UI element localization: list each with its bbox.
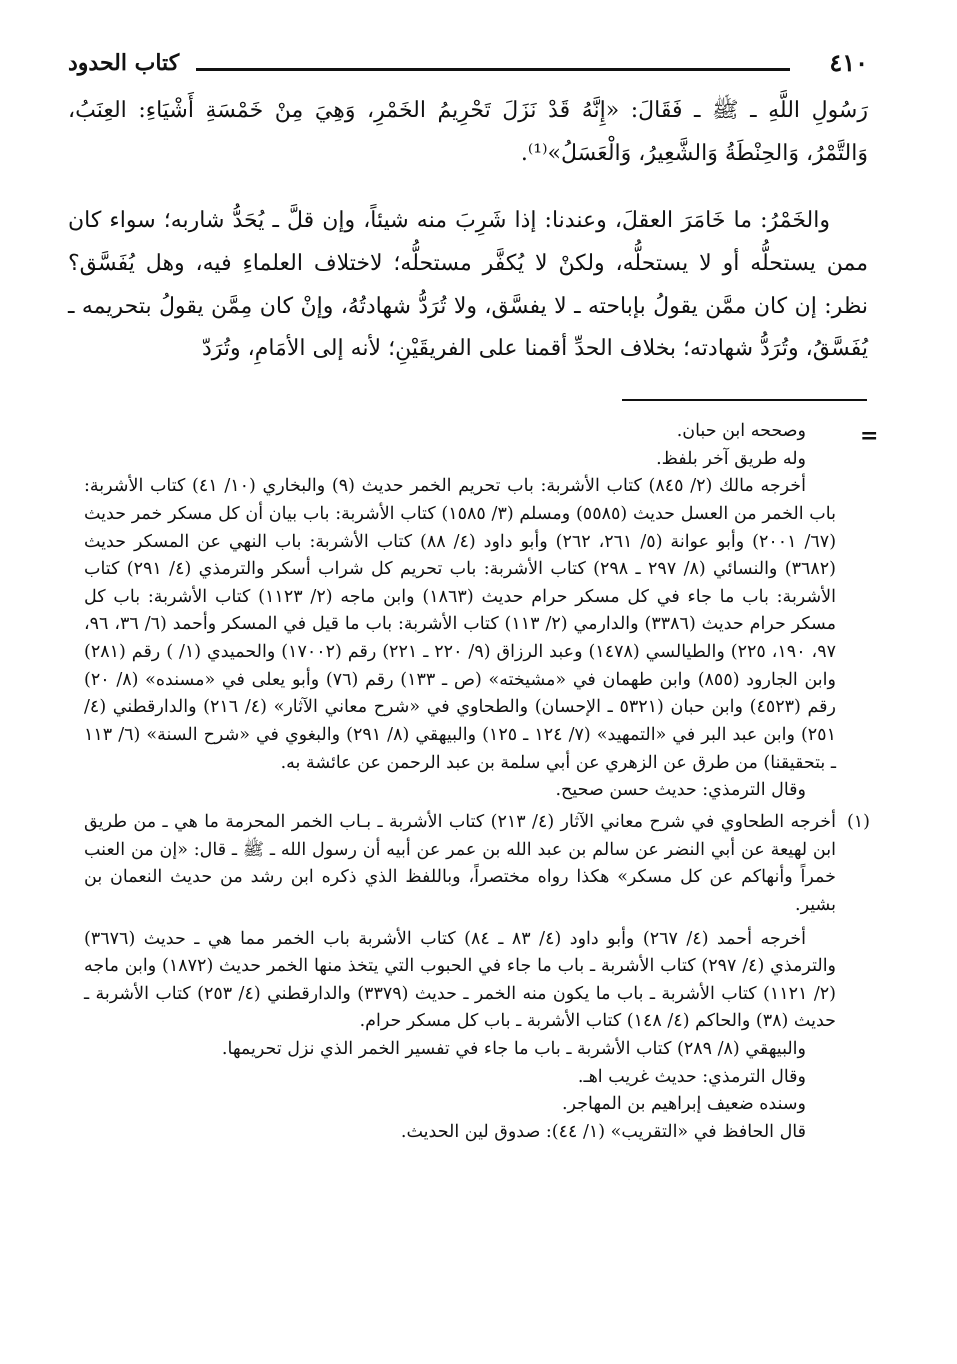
page-header	[68, 48, 868, 88]
footnote-paragraph: أخرجه مالك (٢/ ٨٤٥) كتاب الأشربة: باب تحريم الخمر حديث (٩) والبخاري (١٠/ ٤١) كتاب الأشربة: باب الخمر من العسل حديث (٥٥٨٥) ومسلم (٣/ ١٥٨٥) كتاب الأشربة: باب بيان أن كل مسكر خمر حديث (٦٧/ ٢٠٠١) وأبو عوانة (٥/ ٢٦١، ٢٦٢) وأبو داود (٤/ ٨٨) كتاب الأشربة: باب النهي عن المسكر حديث (٣٦٨٢) والنسائي (٨/ ٢٩٧ ـ ٢٩٨) كتاب الأشربة: باب تحريم كل شراب أسكر والترمذي (٤/ ٢٩١) كتاب الأشربة: باب ما جاء في كل مسكر حرام حديث (١٨٦٣) وابن ماجه (٢/ ١١٢٣) كتاب الأشربة: باب كل مسكر حرام حديث (٣٣٨٦) والدارمي (٢/ ١١٣) كتاب الأشربة: باب ما قيل في المسكر وأحمد (٦/ ٣٦، ٩٦، ٩٧، ١٩٠، ٢٢٥) والطيالسي (١٤٧٨) وعبد الرزاق (٩/ ٢٢٠ ـ ٢٢١) رقم (١٧٠٠٢) والحميدي (١/ ) رقم (٢٨١) وابن الجارود (٨٥٥) وابن طهمان في «مشيخته» (ص ـ ١٣٣) رقم (٧٦) وأبو يعلى في «مسنده» (٨/ ٢٠) رقم (٤٥٢٣) وابن حبان (٥٣٢١ ـ الإحسان) والطحاوي في «شرح معاني الآثار» (٤/ ٢١٦) والدارقطني (٤/ ٢٥١) وابن عبد البر في «التمهيد» (٧/ ١٢٤ ـ ١٢٥) والبيهقي (٨/ ٢٩١) والبغوي في «شرح السنة» (٦/ ١١٣ ـ بتحقيقنا) من طرق عن الزهري عن أبي سلمة بن عبد الرحمن عن عائشة به.	[84, 476, 837, 773]
footnote-1	[84, 809, 870, 920]
footnote-line: وصححه ابن حبان.	[676, 421, 806, 441]
footnote-marker: (١)	[846, 811, 870, 832]
main-paragraph-2: والخَمْرُ: ما خَامَرَ العقلَ، وعندنا: إذا شَرِبَ منه شيئاً، وإن قلَّ ـ يُحَدُّ شاربه؛ سواء كان ممن يستحلُّه أو لا يستحلُّه، ولكنْ لا يُكفَّر مستحلُّه؛ لاختلاف العلماءِ فيه، وهل يُفَسَّق؟ نظر: إن كان ممَّن يقولُ بإباحته ـ لا يفسَّق، ولا تُرَدُّ شهادتُهُ، وإنْ كان مِمَّن يقولُ بتحريمه ـ يُفَسَّقُ، وتُرَدُّ شهادته؛ بخلاف الحدِّ أقمنا على الفريقَيْنِ؛ لأنه إلى الأمَامِ، وتُرَدّ	[68, 207, 868, 362]
running-title: كتاب الحدود	[68, 50, 180, 76]
main-text	[68, 90, 868, 371]
header-rule	[196, 68, 790, 71]
continuation-mark: =	[860, 423, 879, 449]
footnote-line: والبيهقي (٨/ ٢٨٩) كتاب الأشربة ـ باب ما جاء في تفسير الخمر الذي نزل تحريمها.	[221, 1039, 806, 1060]
footnote-line: وله طريق آخر بلفظ.	[656, 448, 806, 469]
footnote-line: وقال الترمذي: حديث غريب اهـ.	[577, 1066, 806, 1087]
page-number: ٤١٠	[829, 48, 868, 77]
footnote-line: قال الحافظ في «التقريب» (١/ ٤٤): صدوق لين الحديث.	[400, 1122, 806, 1143]
footnote-line: وسنده ضعيف إبراهيم بن المهاجر.	[561, 1094, 806, 1115]
footnote-separator	[622, 399, 867, 401]
footnotes	[84, 418, 870, 1147]
footnote-line: وقال الترمذي: حديث حسن صحيح.	[555, 780, 806, 801]
footnote-1-text: أخرجه الطحاوي في شرح معاني الآثار (٤/ ٢١٣) كتاب الأشربة ـ بـاب الخمر المحرمة ما هي ـ من طريق ابن لهيعة عن أبي النضر عن سالم بن عبد الله بن عمر عن أبيه أن رسول الله ـ ﷺ ـ قال: «إن من العنب خمراً وأنهاكم عن كل مسكر» هكذا رواه مختصراً، وباللفظ الذي ذكره ابن رشد من حديث النعمان بن بشير.	[84, 811, 836, 915]
footnote-paragraph: أخرجه أحمد (٤/ ٢٦٧) وأبو داود (٤/ ٨٣ ـ ٨٤) كتاب الأشربة باب الخمر مما هي ـ حديث (٣٦٧٦) والترمذي (٤/ ٢٩٧) كتاب الأشربة ـ باب ما جاء في الحبوب التي يتخذ منها الخمر حديث (١٨٧٢) وابن ماجه (٢/ ١١٢١) كتاب الأشربة ـ باب ما يكون منه الخمر ـ حديث (٣٣٧٩) والدارقطني (٤/ ٢٥٣) كتاب الأشربة ـ حديث (٣٨) والحاكم (٤/ ١٤٨) كتاب الأشربة ـ باب كل مسكر حرام.	[84, 928, 837, 1032]
main-paragraph-1: رَسُولِ اللَّهِ ـ ﷺ ـ فَقَالَ: «إِنَّهُ قَدْ نَزَلَ تَحْرِيمُ الخَمْرِ، وَهِيَ مِنْ خَمْسَةِ أَشْيَاءِ: العِنَبُ، وَالتَّمْرُ، وَالحِنْطَةُ وَالشَّعِيرُ، وَالْعَسَلُ»⁽¹⁾.	[68, 98, 868, 166]
